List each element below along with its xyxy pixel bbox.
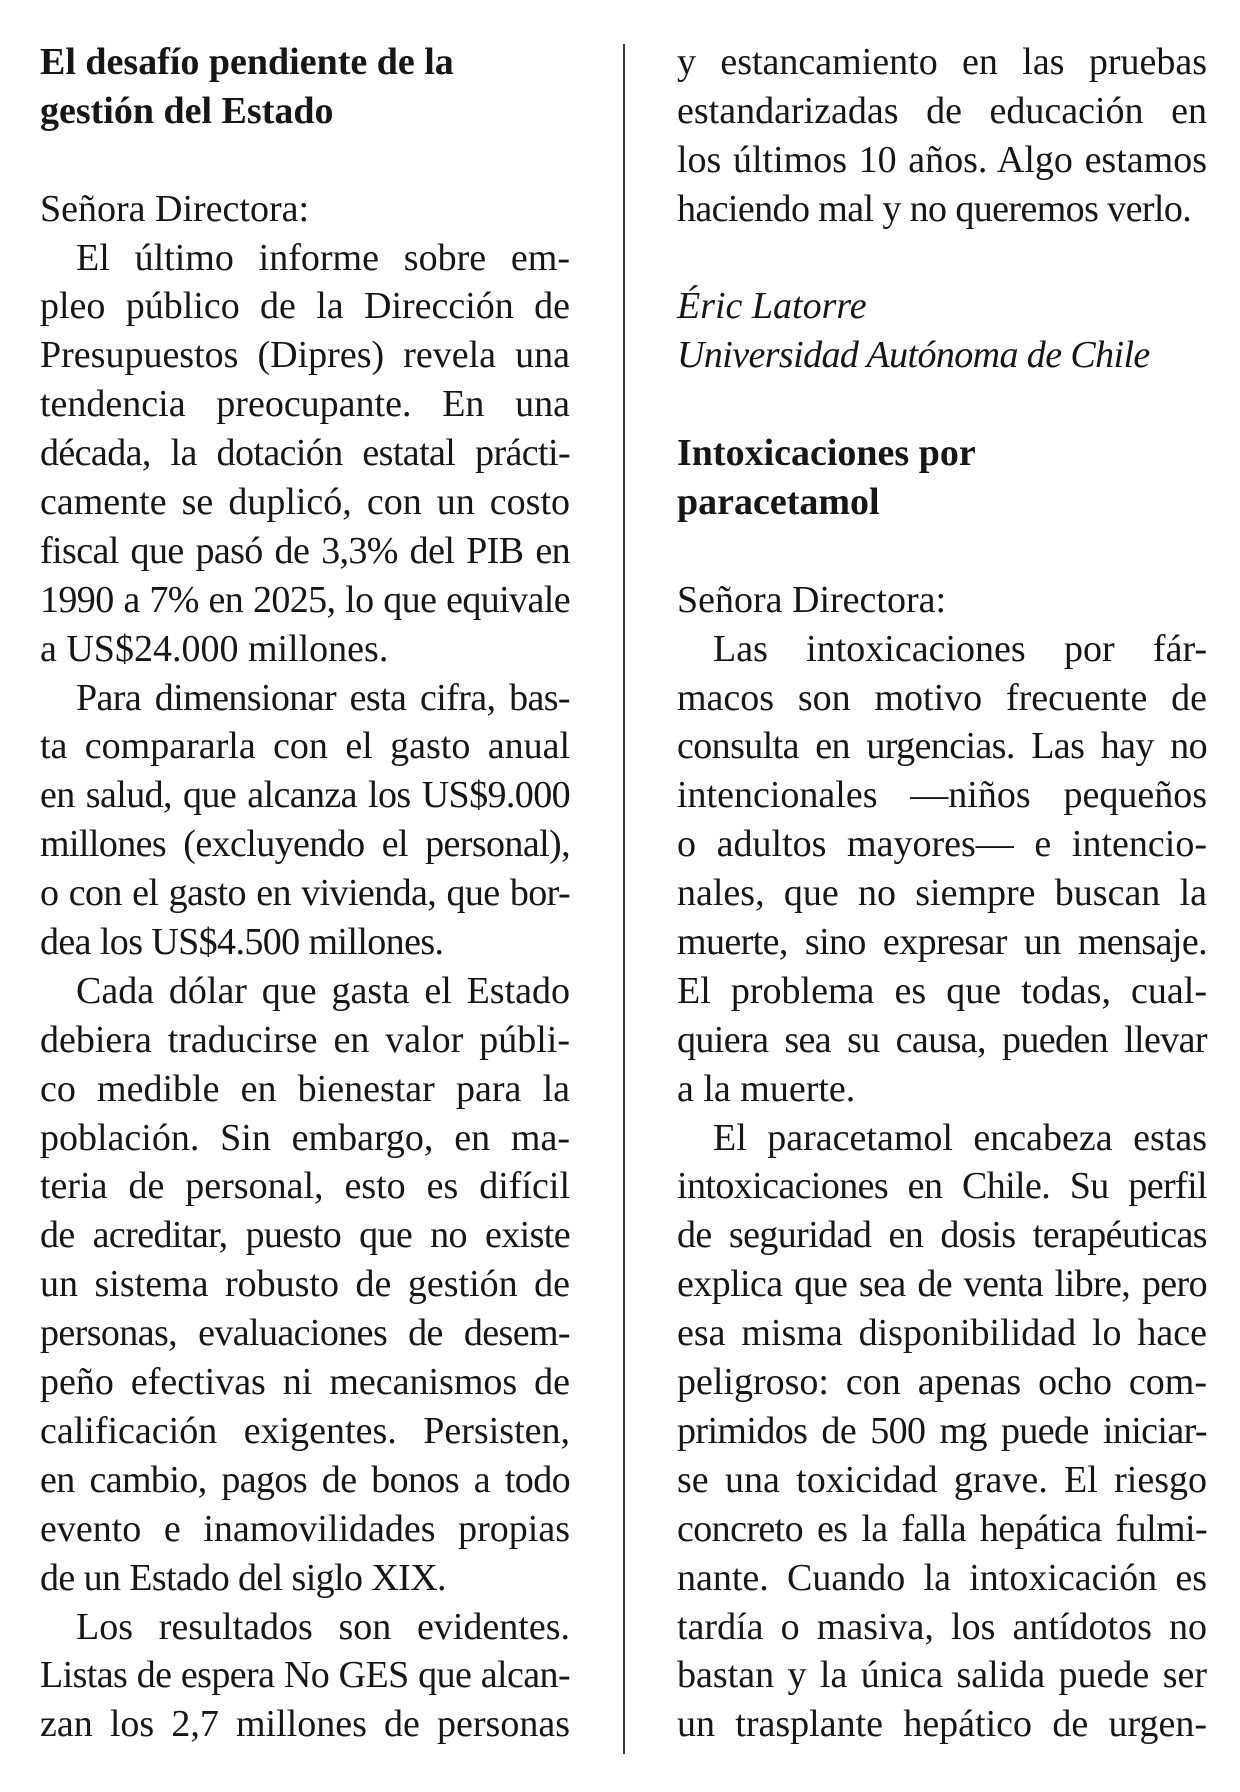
letter1-line: población. Sin embargo, en ma- bbox=[40, 1116, 570, 1159]
letter2-title-line: paracetamol bbox=[677, 481, 880, 524]
spacer bbox=[677, 234, 1207, 283]
letter1-line: de acreditar, puesto que no existe bbox=[40, 1214, 570, 1257]
right-column bbox=[677, 38, 1207, 1749]
letter1-author: Éric Latorre bbox=[677, 285, 867, 328]
letter1-line: co medible en bienestar para la bbox=[40, 1067, 570, 1110]
letter1-line: 1990 a 7% en 2025, lo que equivale bbox=[40, 578, 570, 621]
letter1-title-line: gestión del Estado bbox=[40, 89, 334, 132]
letter2-line: esa misma disponibilidad lo hace bbox=[677, 1312, 1207, 1355]
letter2-line: nante. Cuando la intoxicación es bbox=[677, 1556, 1207, 1599]
left-column bbox=[40, 38, 570, 1749]
letter1-line: un sistema robusto de gestión de bbox=[40, 1263, 570, 1306]
letter1-line: camente se duplicó, con un costo bbox=[40, 481, 570, 524]
letter2-line: bastan y la única salida puede ser bbox=[677, 1654, 1207, 1697]
letter1-line: evento e inamovilidades propias bbox=[40, 1507, 570, 1550]
letter1-line: tendencia preocupante. En una bbox=[40, 383, 570, 426]
letter1-line: en cambio, pagos de bonos a todo bbox=[40, 1458, 570, 1501]
letter1-line: a US$24.000 millones. bbox=[40, 627, 389, 670]
letter2-line: quiera sea su causa, pueden llevar bbox=[677, 1018, 1207, 1061]
letter2-line: tardía o masiva, los antídotos no bbox=[677, 1605, 1207, 1648]
letter2-line: de seguridad en dosis terapéuticas bbox=[677, 1214, 1207, 1257]
letter1-line: Presupuestos (Dipres) revela una bbox=[40, 334, 570, 377]
letter2-line: Las intoxicaciones por fár- bbox=[713, 627, 1207, 670]
letter2-line: muerte, sino expresar un mensaje. bbox=[677, 921, 1207, 964]
letter1-line: peño efectivas ni mecanismos de bbox=[40, 1361, 570, 1404]
letter1-line: Los resultados son evidentes. bbox=[76, 1605, 570, 1648]
letter1-line: personas, evaluaciones de desem- bbox=[40, 1312, 570, 1355]
spacer bbox=[677, 380, 1207, 429]
letter1-salutation: Señora Directora: bbox=[40, 187, 310, 230]
letter1-line: estandarizadas de educación en bbox=[677, 89, 1207, 132]
spacer bbox=[677, 527, 1207, 576]
letter1-line: El último informe sobre em- bbox=[76, 236, 570, 279]
letter1-line: de un Estado del siglo XIX. bbox=[40, 1556, 446, 1599]
letter1-line: dea los US$4.500 millones. bbox=[40, 921, 444, 964]
letter2-line: un trasplante hepático de urgen- bbox=[677, 1703, 1207, 1746]
letter1-line: millones (excluyendo el personal), bbox=[40, 823, 570, 866]
letter2-line: concreto es la falla hepática fulmi- bbox=[677, 1507, 1207, 1550]
letter2-line: intoxicaciones en Chile. Su perfil bbox=[677, 1165, 1207, 1208]
column-divider bbox=[623, 44, 625, 1754]
letter2-line: macos son motivo frecuente de bbox=[677, 676, 1207, 719]
letter1-line: y estancamiento en las pruebas bbox=[677, 41, 1207, 83]
letter1-line: o con el gasto en vivienda, que bor- bbox=[40, 872, 570, 915]
letter2-line: intencionales —niños pequeños bbox=[677, 774, 1207, 817]
letter2-line: explica que sea de venta libre, pero bbox=[677, 1263, 1207, 1306]
letter1-line: debiera traducirse en valor públi- bbox=[40, 1018, 570, 1061]
letter1-line: teria de personal, esto es difícil bbox=[40, 1165, 570, 1208]
letter2-line: peligroso: con apenas ocho com- bbox=[677, 1361, 1207, 1404]
letter1-line: en salud, que alcanza los US$9.000 bbox=[40, 774, 570, 817]
letter2-title-line: Intoxicaciones por bbox=[677, 432, 976, 475]
letter2-line: primidos de 500 mg puede iniciar- bbox=[677, 1409, 1207, 1452]
letter2-line: o adultos mayores— e intencio- bbox=[677, 823, 1207, 866]
letter1-line: pleo público de la Dirección de bbox=[40, 285, 570, 328]
letter1-line: calificación exigentes. Persisten, bbox=[40, 1409, 570, 1452]
letter1-line: Cada dólar que gasta el Estado bbox=[76, 969, 570, 1012]
letter2-line: El paracetamol encabeza estas bbox=[713, 1116, 1207, 1159]
spacer bbox=[40, 136, 570, 185]
letter1-affiliation: Universidad Autónoma de Chile bbox=[677, 334, 1150, 377]
letter2-line: consulta en urgencias. Las hay no bbox=[677, 725, 1207, 768]
letter2-line: nales, que no siempre buscan la bbox=[677, 872, 1207, 915]
letter1-line: ta compararla con el gasto anual bbox=[40, 725, 570, 768]
letter1-title-line: El desafío pendiente de la bbox=[40, 41, 454, 83]
letter1-line: Para dimensionar esta cifra, bas- bbox=[76, 676, 570, 719]
letter1-line: fiscal que pasó de 3,3% del PIB en bbox=[40, 529, 570, 572]
letter1-line: los últimos 10 años. Algo estamos bbox=[677, 138, 1207, 181]
letter2-line: se una toxicidad grave. El riesgo bbox=[677, 1458, 1207, 1501]
letter1-line: Listas de espera No GES que alcan- bbox=[40, 1654, 570, 1697]
letter2-line: El problema es que todas, cual- bbox=[677, 969, 1207, 1012]
letter2-salutation: Señora Directora: bbox=[677, 578, 947, 621]
letter1-line: haciendo mal y no queremos verlo. bbox=[677, 187, 1192, 230]
letter1-line: zan los 2,7 millones de personas bbox=[40, 1703, 570, 1746]
letter1-line: década, la dotación estatal prácti- bbox=[40, 432, 570, 475]
letter2-line: a la muerte. bbox=[677, 1067, 856, 1110]
